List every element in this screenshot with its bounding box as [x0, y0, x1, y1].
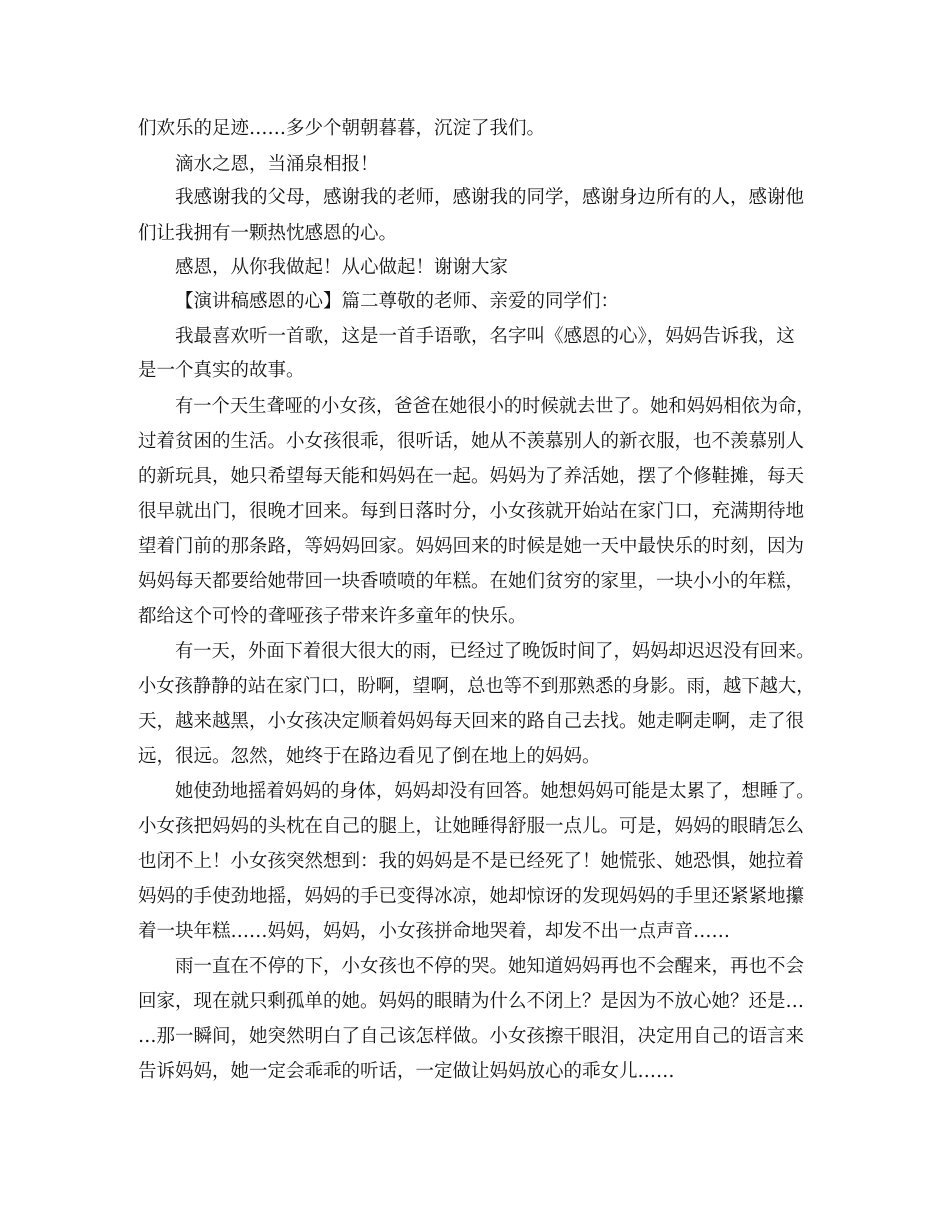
text-line: 们欢乐的足迹……多少个朝朝暮暮，沉淀了我们。 [138, 118, 546, 139]
text-line: …那一瞬间，她突然明白了自己该怎样做。小女孩擦干眼泪，决定用自己的语言来 [138, 1026, 805, 1047]
text-line: 很早就出门，很晚才回来。每到日落时分，小女孩就开始站在家门口，充满期待地 [138, 501, 805, 522]
text-line: 雨一直在不停的下，小女孩也不停的哭。她知道妈妈再也不会醒来，再也不会 [175, 956, 805, 977]
text-line: 有一天，外面下着很大很大的雨，已经过了晚饭时间了，妈妈却迟迟没有回来。 [175, 641, 815, 662]
text-line: 滴水之恩，当涌泉相报！ [175, 154, 379, 175]
text-line: 告诉妈妈，她一定会乖乖的听话，一定做让妈妈放心的乖女儿…… [138, 1061, 675, 1082]
text-line: 感恩，从你我做起！从心做起！谢谢大家 [175, 257, 509, 278]
text-line: 天，越来越黑，小女孩决定顺着妈妈每天回来的路自己去找。她走啊走啊，走了很 [138, 711, 805, 732]
text-line: 们让我拥有一颗热忱感恩的心。 [138, 223, 398, 244]
text-line: 小女孩把妈妈的头枕在自己的腿上，让她睡得舒服一点儿。可是，妈妈的眼睛怎么 [138, 816, 805, 837]
text-line: 她使劲地摇着妈妈的身体，妈妈却没有回答。她想妈妈可能是太累了，想睡了。 [175, 781, 815, 802]
text-line: 的新玩具，她只希望每天能和妈妈在一起。妈妈为了养活她，摆了个修鞋摊，每天 [138, 466, 805, 487]
text-line: 是一个真实的故事。 [138, 360, 305, 381]
text-line: 着一块年糕……妈妈，妈妈，小女孩拼命地哭着，却发不出一点声音…… [138, 921, 731, 942]
text-line: 远，很远。忽然，她终于在路边看见了倒在地上的妈妈。 [138, 746, 601, 767]
text-line: 都给这个可怜的聋哑孩子带来许多童年的快乐。 [138, 606, 527, 627]
text-line: 我感谢我的父母，感谢我的老师，感谢我的同学，感谢身边所有的人，感谢他 [175, 187, 805, 208]
text-line: 也闭不上！小女孩突然想到：我的妈妈是不是已经死了！她慌张、她恐惧，她拉着 [138, 851, 805, 872]
text-line: 回家，现在就只剩孤单的她。妈妈的眼睛为什么不闭上？是因为不放心她？还是… [138, 991, 805, 1012]
text-line: 过着贫困的生活。小女孩很乖，很听话，她从不羡慕别人的新衣服，也不羡慕别人 [138, 431, 805, 452]
text-line: 妈妈每天都要给她带回一块香喷喷的年糕。在她们贫穷的家里，一块小小的年糕， [138, 571, 805, 592]
text-line: 妈妈的手使劲地摇，妈妈的手已变得冰凉，她却惊讶的发现妈妈的手里还紧紧地攥 [138, 886, 805, 907]
section-heading: 【演讲稿感恩的心】篇二尊敬的老师、亲爱的同学们： [175, 291, 620, 312]
text-line: 望着门前的那条路，等妈妈回家。妈妈回来的时候是她一天中最快乐的时刻，因为 [138, 536, 805, 557]
text-line: 有一个天生聋哑的小女孩，爸爸在她很小的时候就去世了。她和妈妈相依为命， [175, 396, 815, 417]
text-line: 小女孩静静的站在家门口，盼啊，望啊，总也等不到那熟悉的身影。雨，越下越大， [138, 676, 815, 697]
text-line: 我最喜欢听一首歌，这是一首手语歌，名字叫《感恩的心》，妈妈告诉我，这 [175, 326, 795, 347]
